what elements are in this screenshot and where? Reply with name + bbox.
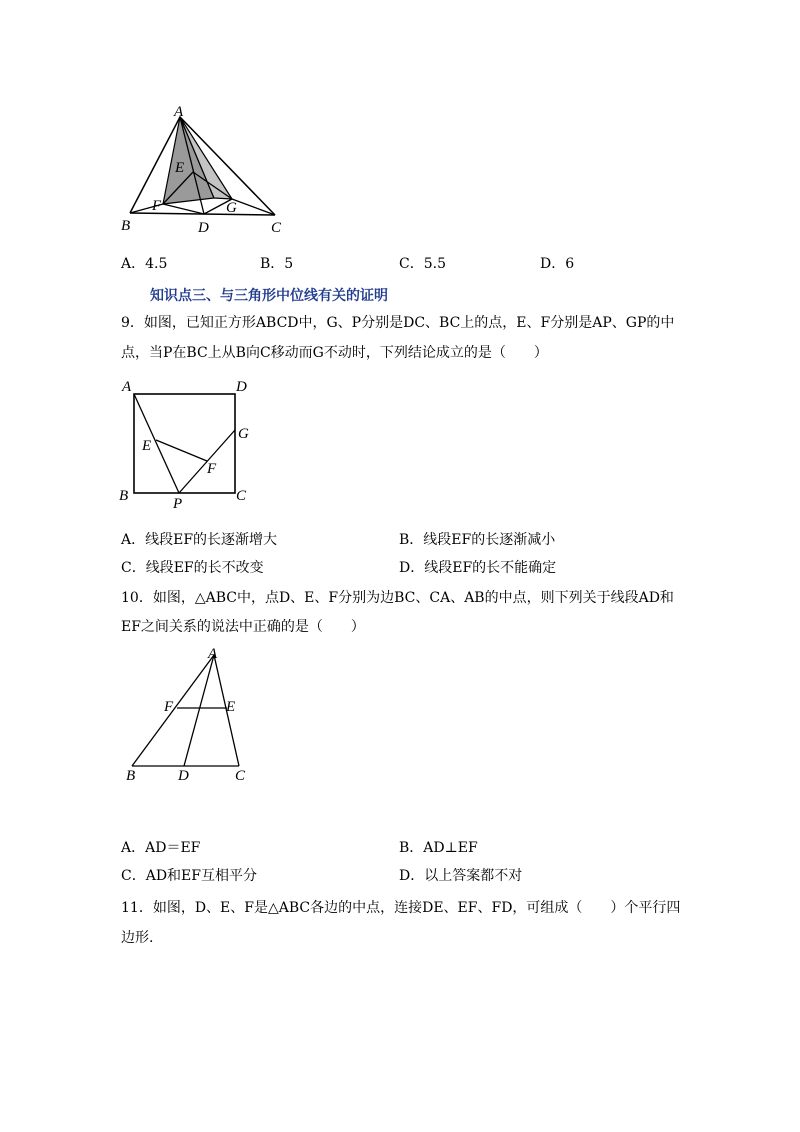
q11-stem-line2: 边形. xyxy=(121,930,154,946)
q9-option-a[interactable]: A．线段EF的长逐渐增大 xyxy=(121,532,278,548)
q8-label-c: C xyxy=(271,220,282,236)
q8-option-a[interactable]: A．4.5 xyxy=(121,256,168,272)
q9-figure xyxy=(112,372,262,512)
q9-stem-line1: 9．如图，已知正方形ABCD中，G、P分别是DC、BC上的点，E、F分别是AP、GP的中 xyxy=(121,315,675,331)
q10-label-b: B xyxy=(126,768,136,784)
q9-label-p: P xyxy=(173,496,183,512)
q8-figure xyxy=(118,100,298,240)
q11-stem-line1: 11．如图，D、E、F是△ABC各边的中点，连接DE、EF、FD，可组成（ ）个平行四 xyxy=(121,900,681,916)
q8-label-g: G xyxy=(226,200,237,216)
q8-option-b[interactable]: B．5 xyxy=(260,256,294,272)
q9-label-d: D xyxy=(236,379,247,395)
q10-stem-line1: 10．如图，△ABC中，点D、E、F分别为边BC、CA、AB的中点，则下列关于线段AD和 xyxy=(121,590,674,606)
q8-option-d[interactable]: D．6 xyxy=(540,256,575,272)
q8-label-e: E xyxy=(175,160,185,176)
q8-label-d: D xyxy=(198,220,209,236)
q10-label-c: C xyxy=(235,768,246,784)
q9-option-c[interactable]: C．线段EF的长不改变 xyxy=(121,560,264,576)
q10-option-b[interactable]: B．AD⊥EF xyxy=(399,840,478,856)
q10-option-d[interactable]: D．以上答案都不对 xyxy=(399,868,523,884)
q10-stem-line2: EF之间关系的说法中正确的是（ ） xyxy=(121,619,365,635)
q9-option-d[interactable]: D．线段EF的长不能确定 xyxy=(399,560,557,576)
q9-label-e: E xyxy=(142,438,152,454)
q8-line-gc xyxy=(232,199,275,215)
q9-label-f: F xyxy=(207,461,217,477)
q8-label-b: B xyxy=(121,218,131,234)
q10-option-c[interactable]: C．AD和EF互相平分 xyxy=(121,868,257,884)
q10-label-f: F xyxy=(164,699,174,715)
q8-label-a: A xyxy=(174,104,184,120)
q9-option-b[interactable]: B．线段EF的长逐渐减小 xyxy=(399,532,556,548)
section-heading: 知识点三、与三角形中位线有关的证明 xyxy=(150,288,388,304)
q9-stem-line2: 点，当P在BC上从B向C移动而G不动时，下列结论成立的是（ ） xyxy=(121,345,548,361)
q10-label-d: D xyxy=(178,768,189,784)
q10-label-a: A xyxy=(208,646,218,662)
q8-label-f: F xyxy=(152,198,162,214)
q8-line-fd xyxy=(163,204,204,214)
q9-label-c: C xyxy=(236,488,247,504)
q9-label-g: G xyxy=(238,426,249,442)
q9-label-b: B xyxy=(119,488,129,504)
q9-line-ap xyxy=(134,394,179,493)
q10-figure xyxy=(120,645,260,785)
q9-label-a: A xyxy=(122,379,132,395)
q8-option-c[interactable]: C．5.5 xyxy=(399,256,446,272)
q10-line-ad xyxy=(184,655,214,766)
q10-option-a[interactable]: A．AD＝EF xyxy=(121,840,201,856)
q10-label-e: E xyxy=(226,699,236,715)
